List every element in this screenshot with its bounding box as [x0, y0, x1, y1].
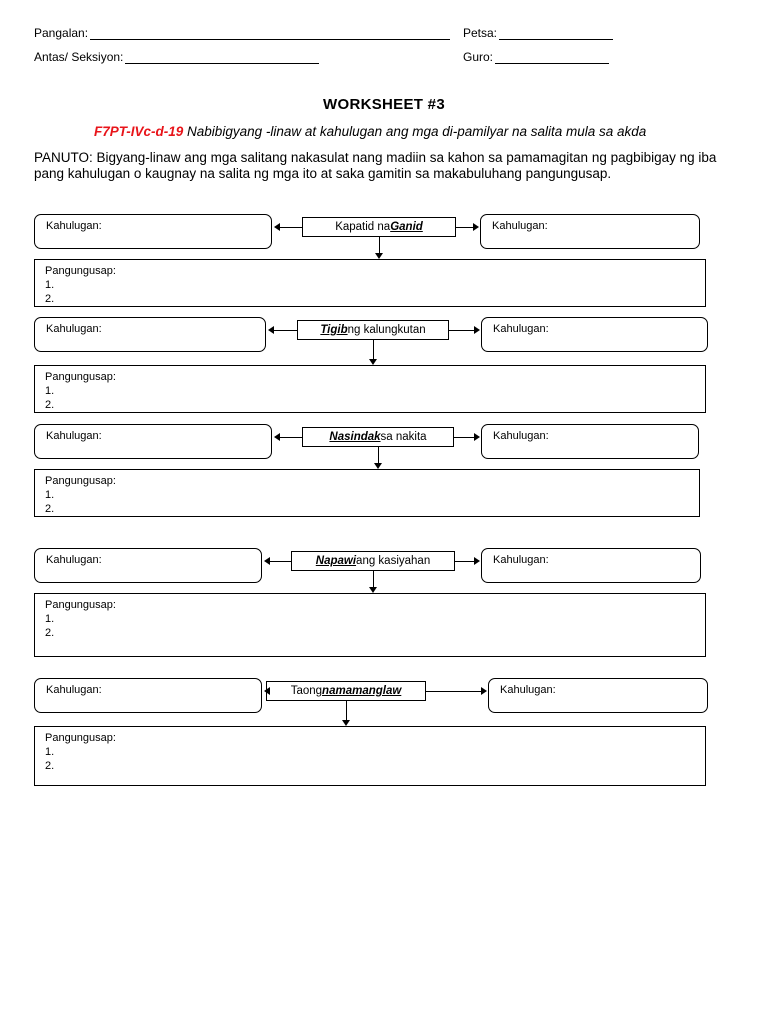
sentence-box[interactable]	[34, 469, 700, 517]
sentence-label: Pangungusap:	[45, 599, 116, 611]
arrow-right-icon	[481, 687, 487, 695]
sentence-label: Pangungusap:	[45, 732, 116, 744]
meaning-label: Kahulugan:	[493, 323, 549, 335]
sentence-box[interactable]	[34, 259, 706, 307]
vocabulary-term: namamanglaw	[322, 685, 402, 697]
vocabulary-term: Tigib	[320, 324, 348, 336]
date-blank[interactable]	[499, 27, 613, 40]
arrow-right-icon	[474, 433, 480, 441]
word-box	[302, 217, 456, 237]
connector-down	[346, 701, 347, 720]
section-blank[interactable]	[125, 51, 319, 64]
meaning-box-left[interactable]	[34, 424, 272, 459]
vocabulary-term: Ganid	[390, 221, 423, 233]
sentence-item-2: 2.	[45, 399, 55, 411]
sentence-item-2: 2.	[45, 760, 55, 772]
sentence-item-2: 2.	[45, 503, 55, 515]
meaning-label: Kahulugan:	[493, 430, 549, 442]
sentence-item-1: 1.	[45, 489, 55, 501]
arrow-left-icon	[274, 433, 280, 441]
sentence-item-1: 1.	[45, 385, 55, 397]
connector-down	[379, 237, 380, 253]
competency-code: F7PT-IVc-d-19	[94, 124, 184, 139]
meaning-box-left[interactable]	[34, 214, 272, 249]
connector-left	[269, 561, 291, 562]
word-box	[266, 681, 426, 701]
word-text-before: Kapatid na	[335, 221, 391, 233]
meaning-box-left[interactable]	[34, 678, 262, 713]
name-field	[34, 26, 450, 40]
connector-right	[454, 437, 474, 438]
arrow-right-icon	[474, 557, 480, 565]
meaning-label: Kahulugan:	[493, 554, 549, 566]
sentence-box[interactable]	[34, 593, 706, 657]
sentence-item-1: 1.	[45, 613, 55, 625]
meaning-box-left[interactable]	[34, 317, 266, 352]
word-text-after: ang kasiyahan	[356, 555, 431, 567]
arrow-left-icon	[264, 557, 270, 565]
connector-left	[279, 227, 302, 228]
sentence-box[interactable]	[34, 365, 706, 413]
meaning-box-right[interactable]	[481, 548, 701, 583]
date-label: Petsa:	[463, 26, 498, 40]
meaning-label: Kahulugan:	[46, 430, 102, 442]
word-text-after: sa nakita	[380, 431, 427, 443]
arrow-right-icon	[474, 326, 480, 334]
connector-left	[279, 437, 302, 438]
teacher-label: Guro:	[463, 50, 494, 64]
arrow-left-icon	[274, 223, 280, 231]
connector-right	[455, 561, 474, 562]
sentence-item-2: 2.	[45, 293, 55, 305]
connector-right	[426, 691, 481, 692]
vocabulary-term: Napawi	[315, 555, 357, 567]
competency-text: Nabibigyang -linaw at kahulugan ang mga di-pamilyar na salita mula sa akda	[187, 124, 647, 139]
meaning-label: Kahulugan:	[500, 684, 556, 696]
competency	[94, 124, 646, 139]
teacher-blank[interactable]	[495, 51, 609, 64]
teacher-field	[463, 50, 609, 64]
sentence-box[interactable]	[34, 726, 706, 786]
sentence-item-1: 1.	[45, 279, 55, 291]
word-text-after: ng kalungkutan	[347, 324, 426, 336]
meaning-label: Kahulugan:	[46, 684, 102, 696]
arrow-left-icon	[264, 687, 270, 695]
name-label: Pangalan:	[34, 26, 89, 40]
meaning-label: Kahulugan:	[492, 220, 548, 232]
connector-down	[378, 447, 379, 463]
vocabulary-term: Nasindak	[329, 431, 381, 443]
date-field	[463, 26, 613, 40]
connector-right	[449, 330, 474, 331]
sentence-label: Pangungusap:	[45, 371, 116, 383]
word-box	[297, 320, 449, 340]
sentence-label: Pangungusap:	[45, 265, 116, 277]
section-field	[34, 50, 319, 64]
word-box	[302, 427, 454, 447]
meaning-box-right[interactable]	[481, 317, 708, 352]
meaning-box-right[interactable]	[488, 678, 708, 713]
word-box	[291, 551, 455, 571]
section-label: Antas/ Seksiyon:	[34, 50, 124, 64]
instructions: PANUTO: Bigyang-linaw ang mga salitang nakasulat nang madiin sa kahon sa pamamagitan ng pagbibigay ng iba pang kahulugan o kaugnay na salita ng mga ito at saka gamitin sa makabuluhang pangungusap.	[34, 150, 717, 181]
worksheet-title: WORKSHEET #3	[323, 96, 445, 113]
meaning-label: Kahulugan:	[46, 554, 102, 566]
word-text-before: Taong	[290, 685, 323, 697]
sentence-item-1: 1.	[45, 746, 55, 758]
meaning-box-right[interactable]	[481, 424, 699, 459]
connector-down	[373, 571, 374, 587]
sentence-label: Pangungusap:	[45, 475, 116, 487]
arrow-left-icon	[268, 326, 274, 334]
arrow-right-icon	[473, 223, 479, 231]
meaning-label: Kahulugan:	[46, 220, 102, 232]
connector-right	[456, 227, 473, 228]
meaning-label: Kahulugan:	[46, 323, 102, 335]
connector-left	[273, 330, 297, 331]
name-blank[interactable]	[90, 27, 450, 40]
sentence-item-2: 2.	[45, 627, 55, 639]
connector-down	[373, 340, 374, 359]
meaning-box-left[interactable]	[34, 548, 262, 583]
meaning-box-right[interactable]	[480, 214, 700, 249]
